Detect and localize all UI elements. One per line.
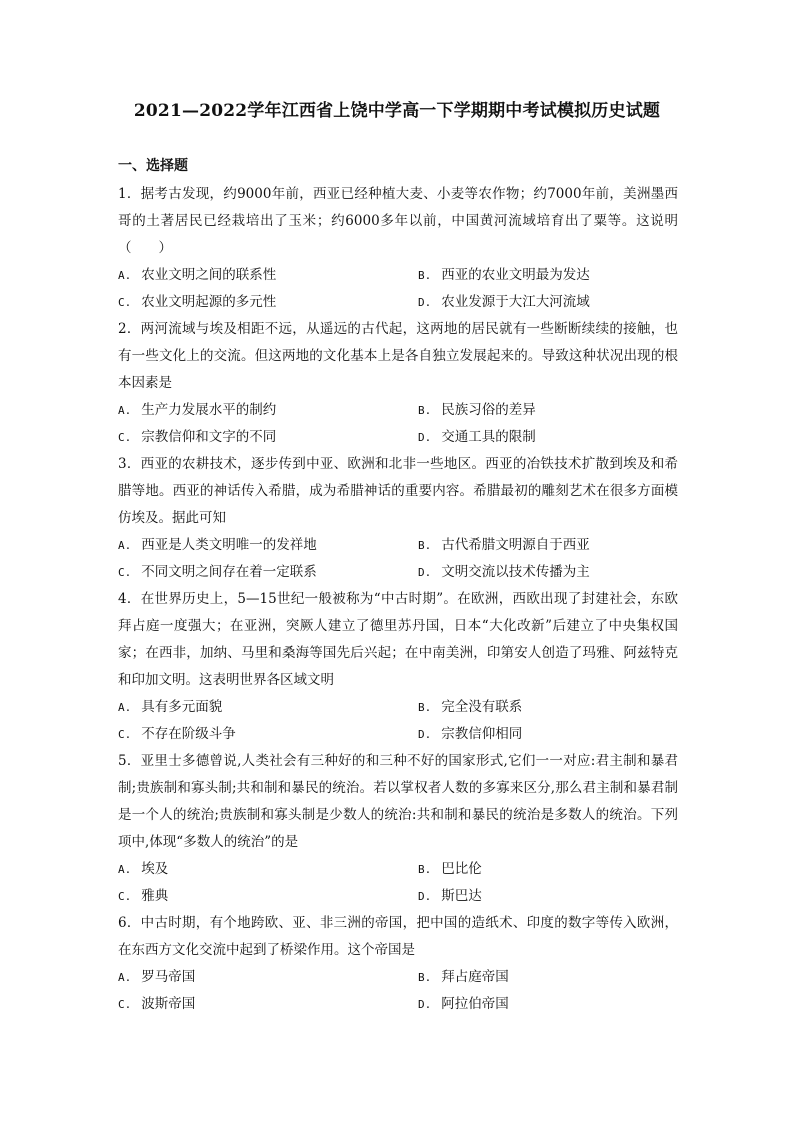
option-letter: B. xyxy=(418,863,432,876)
question-3 xyxy=(118,451,678,586)
option-d xyxy=(418,883,678,910)
option-text: 斯巴达 xyxy=(441,888,482,904)
option-text: 宗教信仰相同 xyxy=(441,726,523,742)
option-text: 西亚是人类文明唯一的发祥地 xyxy=(141,537,317,553)
question-text: 4．在世界历史上，5—15世纪一般被称为“中古时期”。在欧洲，西欧出现了封建社会，东欧拜占庭一度强大；在亚洲，突厥人建立了德里苏丹国，日本“大化改新”后建立了中央集权国家；在西非，加纳、马里和桑海等国先后兴起；在中南美洲，印第安人创造了玛雅、阿兹特克和印加文明。这表明世界各区域文明 xyxy=(118,591,678,688)
option-d xyxy=(418,289,678,316)
option-letter: C. xyxy=(118,431,132,444)
option-c xyxy=(118,289,418,316)
option-text: 西亚的农业文明最为发达 xyxy=(441,267,590,283)
option-letter: D. xyxy=(418,431,432,444)
option-b xyxy=(418,856,678,883)
option-letter: A. xyxy=(118,404,132,417)
option-text: 生产力发展水平的制约 xyxy=(141,402,277,418)
option-b xyxy=(418,964,678,991)
option-letter: B. xyxy=(418,404,432,417)
option-text: 埃及 xyxy=(141,861,169,877)
option-letter: B. xyxy=(418,971,432,984)
option-letter: A. xyxy=(118,269,132,282)
option-text: 民族习俗的差异 xyxy=(441,402,536,418)
question-text: 1．据考古发现，约9000年前，西亚已经种植大麦、小麦等农作物；约7000年前，美洲墨西哥的土著居民已经栽培出了玉米；约6000多年以前，中国黄河流域培育出了粟等。这说明（ ） xyxy=(118,186,678,256)
option-text: 宗教信仰和文字的不同 xyxy=(141,429,277,445)
option-d xyxy=(418,424,678,451)
question-1 xyxy=(118,181,678,316)
option-letter: D. xyxy=(418,728,432,741)
option-text: 不存在阶级斗争 xyxy=(141,726,236,742)
option-b xyxy=(418,262,678,289)
option-b xyxy=(418,397,678,424)
option-text: 文明交流以技术传播为主 xyxy=(441,564,590,580)
option-letter: C. xyxy=(118,296,132,309)
option-text: 具有多元面貌 xyxy=(141,699,223,715)
answer-options xyxy=(118,856,678,910)
option-c xyxy=(118,424,418,451)
option-letter: D. xyxy=(418,566,432,579)
option-a xyxy=(118,694,418,721)
question-text: 5．亚里士多德曾说,人类社会有三种好的和三种不好的国家形式,它们一一对应:君主制和暴君制;贵族制和寡头制;共和制和暴民的统治。若以掌权者人数的多寡来区分,那么君主制和暴君制是一个人的统治;贵族制和寡头制是少数人的统治:共和制和暴民的统治是多数人的统治。下列项中,体现“多数人的统治”的是 xyxy=(118,753,678,850)
question-list xyxy=(118,181,678,1018)
section-title: 一、选择题 xyxy=(118,158,188,174)
option-letter: C. xyxy=(118,998,132,1011)
option-letter: A. xyxy=(118,863,132,876)
answer-options xyxy=(118,964,678,1018)
option-text: 农业文明起源的多元性 xyxy=(141,294,277,310)
question-2 xyxy=(118,316,678,451)
option-b xyxy=(418,694,678,721)
option-c xyxy=(118,721,418,748)
option-text: 雅典 xyxy=(141,888,169,904)
option-letter: A. xyxy=(118,971,132,984)
option-d xyxy=(418,721,678,748)
question-4 xyxy=(118,586,678,748)
answer-options xyxy=(118,397,678,451)
option-text: 拜占庭帝国 xyxy=(441,969,509,985)
option-letter: C. xyxy=(118,566,132,579)
option-a xyxy=(118,964,418,991)
option-letter: D. xyxy=(418,998,432,1011)
option-text: 农业文明之间的联系性 xyxy=(141,267,277,283)
option-c xyxy=(118,991,418,1018)
option-letter: D. xyxy=(418,296,432,309)
question-text: 6．中古时期，有个地跨欧、亚、非三洲的帝国，把中国的造纸术、印度的数字等传入欧洲，在东西方文化交流中起到了桥梁作用。这个帝国是 xyxy=(118,915,678,958)
option-a xyxy=(118,532,418,559)
option-letter: A. xyxy=(118,539,132,552)
option-text: 波斯帝国 xyxy=(141,996,196,1012)
option-text: 完全没有联系 xyxy=(441,699,523,715)
option-text: 农业发源于大江大河流域 xyxy=(441,294,590,310)
option-d xyxy=(418,559,678,586)
option-text: 罗马帝国 xyxy=(141,969,196,985)
option-letter: B. xyxy=(418,539,432,552)
answer-options xyxy=(118,262,678,316)
option-letter: A. xyxy=(118,701,132,714)
option-letter: C. xyxy=(118,890,132,903)
option-text: 古代希腊文明源自于西亚 xyxy=(441,537,590,553)
question-text: 2．两河流域与埃及相距不远，从遥远的古代起，这两地的居民就有一些断断续续的接触，也有一些文化上的交流。但这两地的文化基本上是各自独立发展起来的。导致这种状况出现的根本因素是 xyxy=(118,321,678,391)
option-letter: B. xyxy=(418,701,432,714)
answer-options xyxy=(118,694,678,748)
option-a xyxy=(118,397,418,424)
question-5 xyxy=(118,748,678,910)
document-title: 2021—2022学年江西省上饶中学高一下学期期中考试模拟历史试题 xyxy=(133,101,661,121)
answer-options xyxy=(118,532,678,586)
option-c xyxy=(118,559,418,586)
option-letter: C. xyxy=(118,728,132,741)
option-text: 交通工具的限制 xyxy=(441,429,536,445)
option-c xyxy=(118,883,418,910)
option-text: 阿拉伯帝国 xyxy=(441,996,509,1012)
question-6 xyxy=(118,910,678,1018)
option-d xyxy=(418,991,678,1018)
question-text: 3．西亚的农耕技术，逐步传到中亚、欧洲和北非一些地区。西亚的冶铁技术扩散到埃及和希腊等地。西亚的神话传入希腊，成为希腊神话的重要内容。希腊最初的雕刻艺术在很多方面模仿埃及。据此可知 xyxy=(118,456,678,526)
option-a xyxy=(118,856,418,883)
option-text: 巴比伦 xyxy=(441,861,482,877)
option-text: 不同文明之间存在着一定联系 xyxy=(141,564,317,580)
option-a xyxy=(118,262,418,289)
option-letter: B. xyxy=(418,269,432,282)
option-letter: D. xyxy=(418,890,432,903)
option-b xyxy=(418,532,678,559)
